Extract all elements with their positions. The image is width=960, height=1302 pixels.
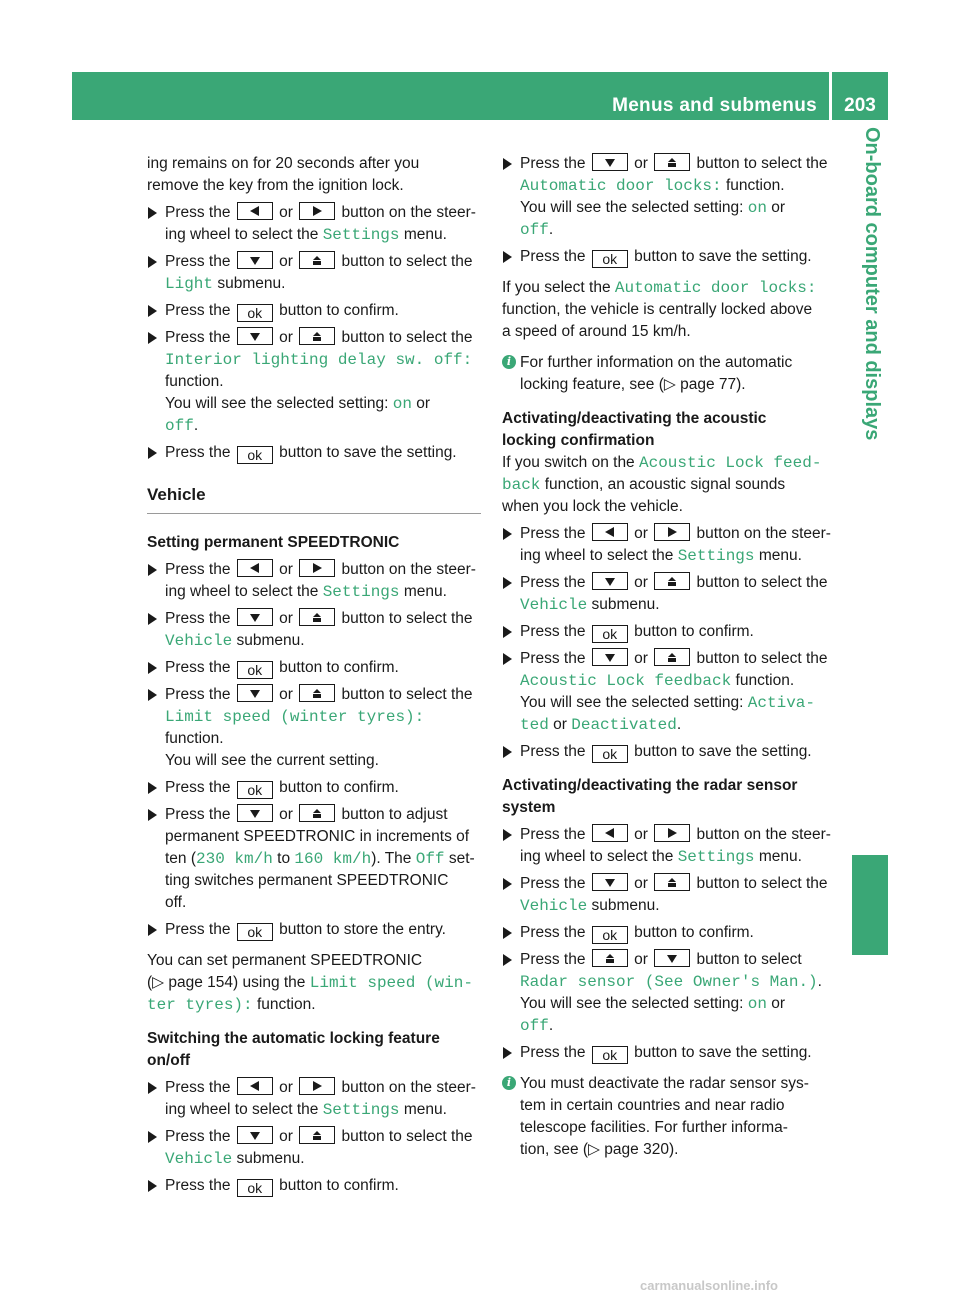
up-arrow-key-icon	[654, 873, 690, 891]
setting-off: off	[520, 221, 549, 239]
menu-vehicle: Vehicle	[165, 632, 233, 650]
up-arrow-key-icon	[654, 153, 690, 171]
menu-limit-speed: Limit speed (winter tyres):	[165, 708, 425, 726]
ok-key-icon: ok	[237, 781, 273, 799]
ok-key-icon: ok	[592, 250, 628, 268]
page-section-title: Menus and submenus	[612, 95, 817, 116]
right-arrow-key-icon	[299, 202, 335, 220]
setting-deactivated: Deactivated	[571, 716, 677, 734]
down-arrow-key-icon	[237, 608, 273, 626]
menu-acoustic-lock-feedback: Acoustic Lock feedback	[520, 672, 732, 690]
setting-on: on	[747, 199, 767, 217]
step: Press the ok button to save the setting.	[502, 1042, 836, 1064]
left-arrow-key-icon	[237, 1077, 273, 1095]
down-arrow-key-icon	[592, 153, 628, 171]
right-column	[502, 153, 836, 1161]
info-icon: i	[502, 1076, 516, 1090]
acoustic-description: If you switch on the Acoustic Lock feed‐ back function, an acoustic signal sounds when you lock the vehicle.	[502, 454, 822, 515]
left-arrow-key-icon	[592, 824, 628, 842]
menu-vehicle: Vehicle	[520, 596, 588, 614]
setting-activated: ted	[520, 716, 549, 734]
note-text: You can set permanent SPEEDTRONIC (▷ page 154) using the Limit speed (win‐ ter tyres): function.	[147, 952, 473, 1014]
ok-key-icon: ok	[237, 923, 273, 941]
left-arrow-key-icon	[237, 559, 273, 577]
up-arrow-key-icon	[299, 251, 335, 269]
step: Press the or button to select the Acoustic Lock feedback function. You will see the selected setting: Activa‐ ted or Deactivated.	[502, 648, 836, 736]
down-arrow-key-icon	[237, 1126, 273, 1144]
ok-key-icon: ok	[237, 446, 273, 464]
down-arrow-key-icon	[237, 804, 273, 822]
down-arrow-key-icon	[237, 327, 273, 345]
step: Press the or button to select the Vehicle submenu.	[147, 1126, 481, 1170]
subheading-speedtronic: Setting permanent SPEEDTRONIC	[147, 534, 400, 551]
ok-key-icon: ok	[237, 1179, 273, 1197]
up-arrow-key-icon	[654, 648, 690, 666]
down-arrow-key-icon	[237, 251, 273, 269]
side-chapter-label: On-board computer and displays	[861, 127, 883, 441]
down-arrow-key-icon	[237, 684, 273, 702]
left-arrow-key-icon	[592, 523, 628, 541]
page-number: 203	[844, 95, 876, 116]
watermark: carmanualsonline.info	[640, 1278, 778, 1293]
step: Press the or button to select the Interior lighting delay sw. off: function. You will see the selected setting: on or off.	[147, 327, 481, 437]
step: Press the or button to select the Vehicle submenu.	[502, 572, 836, 616]
step: Press the ok button to confirm.	[147, 300, 481, 322]
step: Press the ok button to save the setting.	[502, 741, 836, 763]
menu-settings: Settings	[322, 1101, 400, 1119]
ok-key-icon: ok	[592, 1046, 628, 1064]
menu-interior-lighting: Interior lighting delay sw. off:	[165, 351, 473, 369]
step: Press the or button on the steer- ing wheel to select the Settings menu.	[147, 1077, 481, 1121]
subheading-radar: Activating/deactivating the radar sensor system	[502, 777, 798, 816]
step: Press the or button on the steer- ing wheel to select the Settings menu.	[502, 824, 836, 868]
side-chapter-tab	[852, 125, 888, 825]
step: Press the ok button to save the setting.	[147, 442, 481, 464]
value-230: 230 km/h	[196, 850, 273, 868]
side-color-block	[852, 855, 888, 955]
down-arrow-key-icon	[592, 648, 628, 666]
step: Press the or button to select the Light submenu.	[147, 251, 481, 295]
step: Press the ok button to confirm.	[502, 922, 836, 944]
up-arrow-key-icon	[299, 804, 335, 822]
menu-settings: Settings	[677, 848, 755, 866]
header-bar	[72, 72, 829, 120]
step: Press the or button to select the Vehicle submenu.	[147, 608, 481, 652]
menu-automatic-door-locks: Automatic door locks:	[520, 177, 722, 195]
menu-settings: Settings	[322, 226, 400, 244]
menu-settings: Settings	[677, 547, 755, 565]
up-arrow-key-icon	[299, 327, 335, 345]
subheading-auto-locking: Switching the automatic locking feature on/off	[147, 1030, 440, 1069]
setting-off-cap: Off	[415, 850, 445, 868]
intro-text: ing remains on for 20 seconds after you remove the key from the ignition lock.	[147, 155, 420, 194]
right-arrow-key-icon	[654, 523, 690, 541]
setting-off: off	[165, 417, 194, 435]
right-arrow-key-icon	[299, 1077, 335, 1095]
left-column	[147, 153, 481, 1197]
right-arrow-key-icon	[299, 559, 335, 577]
step: Press the or button to select Radar sensor (See Owner's Man.). You will see the selected setting: on or off.	[502, 949, 836, 1037]
right-arrow-key-icon	[654, 824, 690, 842]
info-icon: i	[502, 355, 516, 369]
menu-radar-sensor: Radar sensor (See Owner's Man.)	[520, 973, 818, 991]
menu-limit-speed-ref: Limit speed (win‐	[309, 974, 473, 992]
auto-lock-description: If you select the Automatic door locks: function, the vehicle is centrally locked above a speed of around 15 km/h.	[502, 279, 817, 340]
value-160: 160 km/h	[294, 850, 372, 868]
left-arrow-key-icon	[237, 202, 273, 220]
ok-key-icon: ok	[592, 625, 628, 643]
step: Press the or button on the steer- ing wheel to select the Settings menu.	[502, 523, 836, 567]
ok-key-icon: ok	[237, 661, 273, 679]
setting-off: off	[520, 1017, 549, 1035]
step: Press the or button to adjust permanent SPEEDTRONIC in increments of ten (230 km/h to 160 km/h). The Off set- ting switches permanent SPEEDTRONIC off.	[147, 804, 481, 914]
down-arrow-key-icon	[592, 572, 628, 590]
ok-key-icon: ok	[592, 926, 628, 944]
up-arrow-key-icon	[654, 572, 690, 590]
up-arrow-key-icon	[592, 949, 628, 967]
up-arrow-key-icon	[299, 608, 335, 626]
up-arrow-key-icon	[299, 684, 335, 702]
up-arrow-key-icon	[299, 1126, 335, 1144]
menu-vehicle: Vehicle	[165, 1150, 233, 1168]
step: Press the ok button to confirm.	[147, 1175, 481, 1197]
subheading-acoustic: Activating/deactivating the acoustic locking confirmation	[502, 410, 767, 449]
step: Press the or button to select the Automatic door locks: function. You will see the selected setting: on or off.	[502, 153, 836, 241]
step: Press the or button on the steer- ing wheel to select the Settings menu.	[147, 202, 481, 246]
info-note: i For further information on the automatic locking feature, see (▷ page 77).	[502, 352, 836, 396]
ok-key-icon: ok	[237, 304, 273, 322]
info-note: i You must deactivate the radar sensor sys- tem in certain countries and near radio telescope facilities. For further informa- tion, see (▷ page 320).	[502, 1073, 836, 1161]
menu-settings: Settings	[322, 583, 400, 601]
step: Press the or button to select the Vehicle submenu.	[502, 873, 836, 917]
down-arrow-key-icon	[592, 873, 628, 891]
step: Press the ok button to save the setting.	[502, 246, 836, 268]
step: Press the or button on the steer- ing wheel to select the Settings menu.	[147, 559, 481, 603]
header-page-box	[832, 72, 888, 120]
step: Press the ok button to confirm.	[147, 657, 481, 679]
menu-vehicle: Vehicle	[520, 897, 588, 915]
setting-on: on	[392, 395, 412, 413]
step: Press the ok button to confirm.	[502, 621, 836, 643]
step: Press the or button to select the Limit speed (winter tyres): function. You will see the current setting.	[147, 684, 481, 772]
menu-light: Light	[165, 275, 214, 293]
step: Press the ok button to store the entry.	[147, 919, 481, 941]
section-heading-vehicle: Vehicle	[147, 484, 481, 514]
down-arrow-key-icon	[654, 949, 690, 967]
ok-key-icon: ok	[592, 745, 628, 763]
setting-on: on	[747, 995, 767, 1013]
step: Press the ok button to confirm.	[147, 777, 481, 799]
